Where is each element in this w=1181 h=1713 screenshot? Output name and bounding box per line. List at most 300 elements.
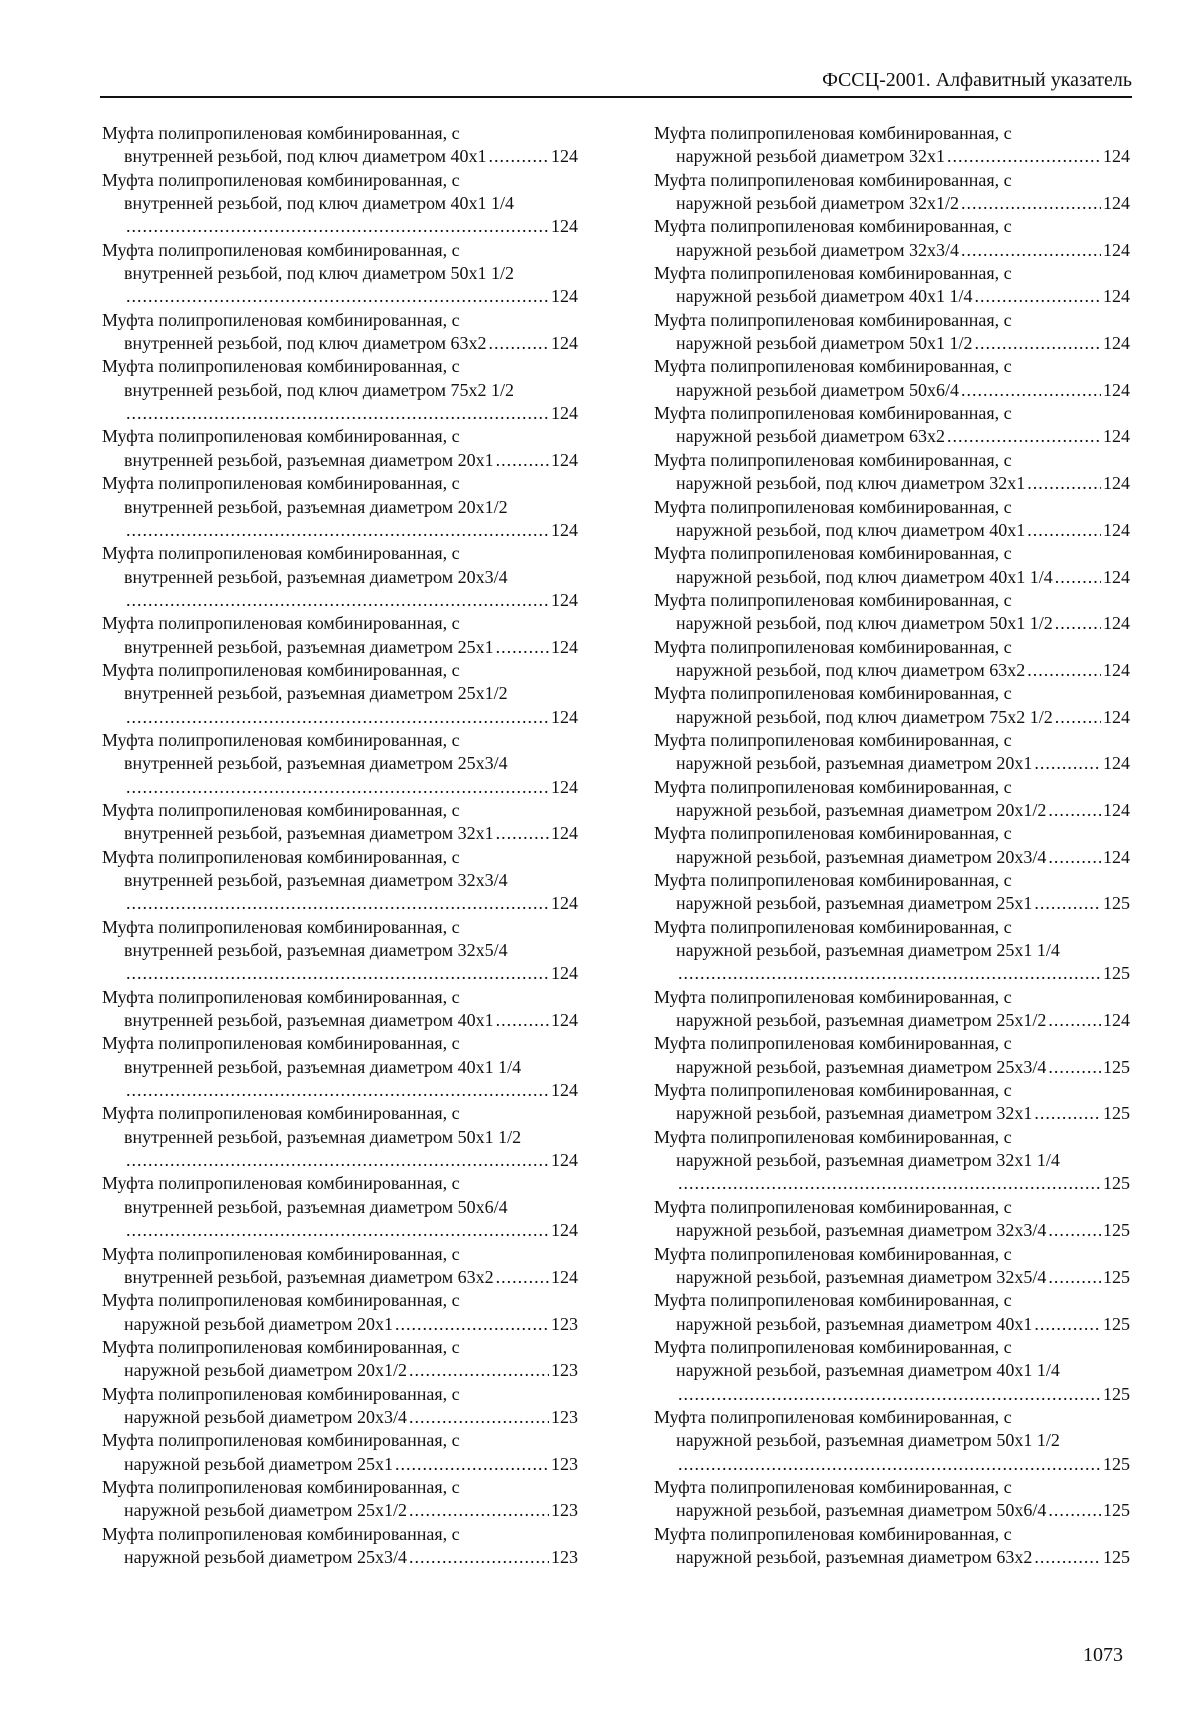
dot-leader: [1034, 1313, 1101, 1336]
entry-text: наружной резьбой диаметром 40х1 1/4: [676, 286, 973, 307]
index-entry: [102, 1243, 578, 1290]
entry-leader-row: [102, 1453, 578, 1476]
dot-leader: [1048, 1266, 1101, 1289]
entry-heading: Муфта полипропиленовая комбинированная, с: [654, 916, 1012, 937]
entry-page: 124: [551, 823, 578, 844]
dot-leader: [126, 706, 549, 729]
entry-page: 124: [551, 706, 578, 727]
entry-page: 125: [1103, 1500, 1130, 1521]
entry-heading: Муфта полипропиленовая комбинированная, с: [654, 496, 1012, 517]
index-entry: [102, 542, 578, 612]
page-number: 1073: [1083, 1644, 1123, 1666]
entry-page: 124: [1103, 846, 1130, 867]
dot-leader: [126, 1079, 549, 1102]
entry-text: наружной резьбой диаметром 50х6/4: [676, 379, 959, 400]
entry-page: 124: [551, 1266, 578, 1287]
entry-heading: Муфта полипропиленовая комбинированная, с: [654, 776, 1012, 797]
index-entry: [102, 1172, 578, 1242]
entry-text: наружной резьбой, разъемная диаметром 50х6/4: [676, 1500, 1047, 1521]
entry-page: 124: [1103, 193, 1130, 214]
entry-leader-row: [654, 1219, 1130, 1242]
index-entry: [654, 916, 1130, 986]
entry-heading: Муфта полипропиленовая комбинированная, с: [654, 449, 1012, 470]
entry-heading: Муфта полипропиленовая комбинированная, с: [102, 1430, 460, 1451]
dot-leader: [409, 1359, 549, 1382]
dot-leader: [489, 332, 549, 355]
dot-leader: [1034, 1102, 1101, 1125]
index-entry: [654, 729, 1130, 776]
index-column-left: [102, 122, 578, 1569]
index-entry: [102, 239, 578, 309]
dot-leader: [1048, 1499, 1101, 1522]
index-entry: [102, 916, 578, 986]
index-entry: [654, 1196, 1130, 1243]
dot-leader: [1048, 1056, 1101, 1079]
entry-leader-row: [654, 1056, 1130, 1079]
entry-leader-row: [102, 776, 578, 799]
index-entry: [654, 1336, 1130, 1406]
entry-leader-row: [654, 1102, 1130, 1125]
index-entry: [102, 729, 578, 799]
entry-leader-row: [102, 1219, 578, 1242]
entry-text: наружной резьбой диаметром 63х2: [676, 426, 945, 447]
dot-leader: [1027, 519, 1101, 542]
index-entry: [654, 776, 1130, 823]
entry-leader-row: [654, 1499, 1130, 1522]
dot-leader: [1048, 799, 1101, 822]
dot-leader: [496, 449, 549, 472]
entry-text: наружной резьбой диаметром 25х3/4: [124, 1546, 407, 1567]
entry-text: внутренней резьбой, разъемная диаметром 40х1 1/4: [124, 1056, 522, 1077]
index-entry: [102, 1429, 578, 1476]
entry-text: внутренней резьбой, разъемная диаметром 50х1 1/2: [124, 1126, 522, 1147]
entry-page: 124: [551, 333, 578, 354]
entry-leader-row: [654, 752, 1130, 775]
entry-page: 124: [1103, 613, 1130, 634]
entry-page: 124: [1103, 799, 1130, 820]
entry-leader-row: [102, 449, 578, 472]
entry-heading: Муфта полипропиленовая комбинированная, с: [102, 1033, 460, 1054]
entry-heading: Муфта полипропиленовая комбинированная, с: [102, 123, 460, 143]
entry-text: наружной резьбой диаметром 32х1: [676, 146, 945, 167]
entry-text: внутренней резьбой, разъемная диаметром 25х1: [124, 636, 494, 657]
entry-text: наружной резьбой, разъемная диаметром 63х2: [676, 1546, 1033, 1567]
dot-leader: [947, 425, 1101, 448]
entry-heading: Муфта полипропиленовая комбинированная, с: [654, 169, 1012, 190]
entry-leader-row: [102, 145, 578, 168]
index-entry: [654, 1523, 1130, 1570]
dot-leader: [678, 962, 1101, 985]
index-entry: [102, 1523, 578, 1570]
entry-page: 124: [1103, 239, 1130, 260]
dot-leader: [974, 332, 1101, 355]
entry-text: наружной резьбой, разъемная диаметром 40х1: [676, 1313, 1033, 1334]
entry-heading: Муфта полипропиленовая комбинированная, с: [654, 683, 1012, 704]
dot-leader: [496, 1009, 549, 1032]
entry-text: внутренней резьбой, под ключ диаметром 63х2: [124, 333, 487, 354]
entry-leader-row: [654, 332, 1130, 355]
dot-leader: [1034, 752, 1101, 775]
entry-text: наружной резьбой, под ключ диаметром 50х1 1/2: [676, 613, 1053, 634]
entry-leader-row: [654, 239, 1130, 262]
index-entry: [654, 449, 1130, 496]
entry-heading: Муфта полипропиленовая комбинированная, с: [654, 729, 1012, 750]
index-entry: [654, 355, 1130, 402]
entry-leader-row: [654, 706, 1130, 729]
entry-page: 124: [1103, 519, 1130, 540]
entry-heading: Муфта полипропиленовая комбинированная, с: [102, 1290, 460, 1311]
entry-heading: Муфта полипропиленовая комбинированная, с: [654, 1033, 1012, 1054]
entry-text: внутренней резьбой, разъемная диаметром 20х1/2: [124, 496, 508, 517]
entry-page: 124: [1103, 659, 1130, 680]
entry-page: 124: [551, 1010, 578, 1031]
entry-text: внутренней резьбой, разъемная диаметром 32х1: [124, 823, 494, 844]
entry-leader-row: [654, 519, 1130, 542]
entry-page: 125: [1103, 893, 1130, 914]
entry-page: 124: [551, 449, 578, 470]
index-entry: [102, 309, 578, 356]
entry-leader-row: [654, 1546, 1130, 1569]
entry-leader-row: [102, 1266, 578, 1289]
entry-leader-row: [102, 332, 578, 355]
entry-page: 124: [551, 1150, 578, 1171]
index-entry: [654, 1079, 1130, 1126]
entry-leader-row: [654, 192, 1130, 215]
index-entry: [102, 1336, 578, 1383]
entry-heading: Муфта полипропиленовая комбинированная, с: [654, 589, 1012, 610]
entry-heading: Муфта полипропиленовая комбинированная, с: [102, 543, 460, 564]
entry-page: 124: [1103, 333, 1130, 354]
dot-leader: [126, 519, 549, 542]
entry-leader-row: [102, 962, 578, 985]
entry-leader-row: [102, 1406, 578, 1429]
dot-leader: [496, 822, 549, 845]
entry-text: наружной резьбой диаметром 20х1/2: [124, 1360, 407, 1381]
entry-text: внутренней резьбой, разъемная диаметром 25х1/2: [124, 683, 508, 704]
entry-text: наружной резьбой, под ключ диаметром 75х2 1/2: [676, 706, 1053, 727]
entry-heading: Муфта полипропиленовая комбинированная, с: [654, 1476, 1012, 1497]
entry-text: наружной резьбой диаметром 50х1 1/2: [676, 333, 973, 354]
entry-leader-row: [102, 519, 578, 542]
entry-page: 124: [1103, 426, 1130, 447]
entry-leader-row: [102, 1359, 578, 1382]
index-entry: [654, 589, 1130, 636]
index-entry: [102, 612, 578, 659]
dot-leader: [126, 962, 549, 985]
dot-leader: [126, 776, 549, 799]
index-entry: [654, 542, 1130, 589]
entry-leader-row: [654, 1009, 1130, 1032]
entry-page: 123: [551, 1453, 578, 1474]
entry-heading: Муфта полипропиленовая комбинированная, с: [102, 473, 460, 494]
index-entry: [654, 986, 1130, 1033]
entry-leader-row: [654, 892, 1130, 915]
entry-text: наружной резьбой диаметром 32х3/4: [676, 239, 959, 260]
entry-heading: Муфта полипропиленовая комбинированная, с: [102, 846, 460, 867]
dot-leader: [409, 1546, 549, 1569]
entry-page: 123: [551, 1360, 578, 1381]
entry-text: наружной резьбой диаметром 20х3/4: [124, 1406, 407, 1427]
entry-page: 123: [551, 1546, 578, 1567]
entry-leader-row: [102, 589, 578, 612]
index-entry: [654, 1032, 1130, 1079]
dot-leader: [126, 285, 549, 308]
entry-heading: Муфта полипропиленовая комбинированная, с: [102, 239, 460, 260]
entry-text: наружной резьбой, разъемная диаметром 32х5/4: [676, 1266, 1047, 1287]
index-entry: [654, 682, 1130, 729]
entry-text: внутренней резьбой, под ключ диаметром 75х2 1/2: [124, 379, 515, 400]
dot-leader: [496, 636, 549, 659]
entry-leader-row: [654, 145, 1130, 168]
dot-leader: [395, 1313, 549, 1336]
entry-text: внутренней резьбой, разъемная диаметром 32х5/4: [124, 940, 508, 961]
entry-page: 124: [1103, 473, 1130, 494]
entry-leader-row: [102, 1079, 578, 1102]
entry-heading: Муфта полипропиленовая комбинированная, с: [654, 216, 1012, 237]
entry-heading: Муфта полипропиленовая комбинированная, с: [102, 1523, 460, 1544]
entry-leader-row: [654, 285, 1130, 308]
dot-leader: [395, 1453, 549, 1476]
dot-leader: [126, 1219, 549, 1242]
entry-heading: Муфта полипропиленовая комбинированная, с: [654, 123, 1012, 143]
entry-text: наружной резьбой, под ключ диаметром 32х1: [676, 473, 1026, 494]
entry-leader-row: [654, 1313, 1130, 1336]
entry-heading: Муфта полипропиленовая комбинированная, с: [654, 870, 1012, 890]
entry-text: внутренней резьбой, разъемная диаметром 25х3/4: [124, 753, 508, 774]
entry-leader-row: [102, 1149, 578, 1172]
entry-text: внутренней резьбой, разъемная диаметром 63х2: [124, 1266, 494, 1287]
entry-page: 124: [1103, 146, 1130, 167]
entry-leader-row: [102, 822, 578, 845]
dot-leader: [1034, 892, 1101, 915]
entry-page: 125: [1103, 1220, 1130, 1241]
dot-leader: [126, 892, 549, 915]
dot-leader: [678, 1172, 1101, 1195]
index-entry: [102, 1102, 578, 1172]
entry-text: наружной резьбой диаметром 32х1/2: [676, 193, 959, 214]
index-entry: [654, 1289, 1130, 1336]
entry-heading: Муфта полипропиленовая комбинированная, с: [102, 1336, 460, 1357]
entry-page: 123: [551, 1500, 578, 1521]
entry-page: 124: [1103, 753, 1130, 774]
index-entry: [102, 1289, 578, 1336]
entry-text: наружной резьбой, разъемная диаметром 32х1: [676, 1103, 1033, 1124]
entry-heading: Муфта полипропиленовая комбинированная, с: [654, 543, 1012, 564]
entry-text: наружной резьбой диаметром 25х1: [124, 1453, 393, 1474]
index-entry: [654, 215, 1130, 262]
entry-page: 125: [1103, 1313, 1130, 1334]
entry-page: 124: [551, 776, 578, 797]
entry-heading: Муфта полипропиленовая комбинированная, с: [102, 356, 460, 377]
dot-leader: [1055, 612, 1101, 635]
entry-leader-row: [654, 1172, 1130, 1195]
entry-heading: Муфта полипропиленовая комбинированная, с: [654, 1080, 1012, 1101]
entry-text: наружной резьбой, разъемная диаметром 20х1/2: [676, 799, 1047, 820]
dot-leader: [1048, 1219, 1101, 1242]
entry-heading: Муфта полипропиленовая комбинированная, с: [654, 986, 1012, 1007]
entry-heading: Муфта полипропиленовая комбинированная, с: [102, 1476, 460, 1497]
index-entry: [654, 496, 1130, 543]
entry-heading: Муфта полипропиленовая комбинированная, с: [102, 1243, 460, 1264]
index-entry: [654, 822, 1130, 869]
entry-leader-row: [102, 892, 578, 915]
index-entry: [102, 986, 578, 1033]
dot-leader: [678, 1383, 1101, 1406]
entry-page: 125: [1103, 1056, 1130, 1077]
entry-leader-row: [102, 1546, 578, 1569]
entry-leader-row: [654, 1266, 1130, 1289]
index-entry: [102, 846, 578, 916]
entry-text: внутренней резьбой, разъемная диаметром 40х1: [124, 1010, 494, 1031]
entry-heading: Муфта полипропиленовая комбинированная, с: [654, 356, 1012, 377]
index-entry: [654, 1126, 1130, 1196]
index-entry: [654, 1406, 1130, 1476]
entry-leader-row: [102, 636, 578, 659]
entry-page: 125: [1103, 963, 1130, 984]
entry-page: 124: [551, 403, 578, 424]
entry-text: наружной резьбой, под ключ диаметром 40х1 1/4: [676, 566, 1053, 587]
entry-leader-row: [654, 566, 1130, 589]
entry-text: наружной резьбой, разъемная диаметром 25х1 1/4: [676, 940, 1060, 961]
entry-heading: Муфта полипропиленовая комбинированная, с: [654, 309, 1012, 330]
dot-leader: [961, 379, 1101, 402]
entry-leader-row: [102, 285, 578, 308]
entry-text: внутренней резьбой, под ключ диаметром 40х1: [124, 146, 487, 167]
dot-leader: [126, 215, 549, 238]
entry-heading: Муфта полипропиленовая комбинированная, с: [102, 169, 460, 190]
entry-heading: Муфта полипропиленовая комбинированная, с: [654, 636, 1012, 657]
index-entry: [102, 355, 578, 425]
entry-heading: Муфта полипропиленовая комбинированная, с: [102, 1383, 460, 1404]
index-entry: [102, 425, 578, 472]
entry-text: наружной резьбой диаметром 20х1: [124, 1313, 393, 1334]
entry-heading: Муфта полипропиленовая комбинированная, с: [102, 729, 460, 750]
entry-page: 124: [551, 146, 578, 167]
entry-page: 124: [551, 636, 578, 657]
entry-leader-row: [102, 215, 578, 238]
entry-page: 124: [551, 589, 578, 610]
entry-page: 124: [1103, 566, 1130, 587]
entry-page: 124: [551, 1220, 578, 1241]
dot-leader: [1055, 566, 1101, 589]
entry-heading: Муфта полипропиленовая комбинированная, с: [102, 426, 460, 447]
entry-leader-row: [654, 962, 1130, 985]
index-entry: [102, 799, 578, 846]
index-entry: [654, 402, 1130, 449]
entry-leader-row: [654, 612, 1130, 635]
entry-heading: Муфта полипропиленовая комбинированная, с: [654, 1336, 1012, 1357]
entry-page: 123: [551, 1313, 578, 1334]
dot-leader: [1027, 659, 1101, 682]
entry-text: наружной резьбой, разъемная диаметром 25х1/2: [676, 1010, 1047, 1031]
entry-page: 125: [1103, 1103, 1130, 1124]
entry-page: 123: [551, 1406, 578, 1427]
dot-leader: [409, 1499, 549, 1522]
dot-leader: [126, 1149, 549, 1172]
entry-page: 124: [1103, 706, 1130, 727]
dot-leader: [947, 145, 1101, 168]
dot-leader: [1048, 846, 1101, 869]
entry-text: наружной резьбой диаметром 25х1/2: [124, 1500, 407, 1521]
header-title: ФССЦ-2001. Алфавитный указатель: [822, 69, 1132, 91]
entry-leader-row: [654, 846, 1130, 869]
dot-leader: [1055, 706, 1101, 729]
dot-leader: [126, 402, 549, 425]
entry-text: наружной резьбой, разъемная диаметром 25х3/4: [676, 1056, 1047, 1077]
entry-text: наружной резьбой, разъемная диаметром 20х1: [676, 753, 1033, 774]
index-entry: [654, 122, 1130, 169]
entry-leader-row: [654, 425, 1130, 448]
entry-heading: Муфта полипропиленовая комбинированная, с: [102, 986, 460, 1007]
dot-leader: [961, 239, 1101, 262]
entry-heading: Муфта полипропиленовая комбинированная, с: [102, 613, 460, 634]
entry-page: 124: [551, 1080, 578, 1101]
entry-heading: Муфта полипропиленовая комбинированная, с: [102, 1103, 460, 1124]
dot-leader: [961, 192, 1101, 215]
entry-text: внутренней резьбой, разъемная диаметром 20х3/4: [124, 566, 508, 587]
entry-page: 124: [551, 893, 578, 914]
entry-page: 124: [551, 286, 578, 307]
entry-heading: Муфта полипропиленовая комбинированная, с: [654, 1243, 1012, 1264]
entry-text: наружной резьбой, под ключ диаметром 63х2: [676, 659, 1026, 680]
entry-leader-row: [102, 1313, 578, 1336]
index-entry: [654, 1476, 1130, 1523]
dot-leader: [1034, 1546, 1101, 1569]
dot-leader: [496, 1266, 549, 1289]
dot-leader: [1027, 472, 1101, 495]
index-entry: [102, 169, 578, 239]
entry-heading: Муфта полипропиленовая комбинированная, с: [102, 799, 460, 820]
entry-leader-row: [654, 659, 1130, 682]
index-entry: [102, 1383, 578, 1430]
entry-heading: Муфта полипропиленовая комбинированная, с: [654, 1196, 1012, 1217]
index-entry: [654, 636, 1130, 683]
entry-text: наружной резьбой, разъемная диаметром 20х3/4: [676, 846, 1047, 867]
dot-leader: [974, 285, 1101, 308]
entry-text: наружной резьбой, разъемная диаметром 25х1: [676, 893, 1033, 914]
dot-leader: [489, 145, 549, 168]
entry-leader-row: [654, 379, 1130, 402]
index-entry: [654, 309, 1130, 356]
entry-text: внутренней резьбой, под ключ диаметром 50х1 1/2: [124, 263, 515, 284]
index-entry: [102, 1476, 578, 1523]
entry-leader-row: [102, 706, 578, 729]
index-entry: [102, 1032, 578, 1102]
entry-text: внутренней резьбой, разъемная диаметром 32х3/4: [124, 870, 508, 890]
entry-page: 125: [1103, 1266, 1130, 1287]
entry-text: наружной резьбой, разъемная диаметром 32х3/4: [676, 1220, 1047, 1241]
entry-leader-row: [102, 1009, 578, 1032]
index-column-right: [654, 122, 1130, 1569]
entry-page: 124: [1103, 286, 1130, 307]
entry-text: наружной резьбой, разъемная диаметром 50х1 1/2: [676, 1430, 1060, 1451]
dot-leader: [1048, 1009, 1101, 1032]
index-entry: [654, 1243, 1130, 1290]
entry-heading: Муфта полипропиленовая комбинированная, с: [654, 1406, 1012, 1427]
index-entry: [102, 122, 578, 169]
entry-heading: Муфта полипропиленовая комбинированная, с: [654, 403, 1012, 424]
index-entry: [102, 659, 578, 729]
entry-heading: Муфта полипропиленовая комбинированная, с: [654, 823, 1012, 844]
entry-text: внутренней резьбой, разъемная диаметром 50х6/4: [124, 1196, 508, 1217]
dot-leader: [126, 589, 549, 612]
entry-text: наружной резьбой, разъемная диаметром 40х1 1/4: [676, 1360, 1060, 1381]
entry-leader-row: [102, 1499, 578, 1522]
entry-heading: Муфта полипропиленовая комбинированная, с: [102, 916, 460, 937]
entry-page: 124: [1103, 1010, 1130, 1031]
entry-page: 125: [1103, 1546, 1130, 1567]
entry-text: наружной резьбой, под ключ диаметром 40х1: [676, 519, 1026, 540]
